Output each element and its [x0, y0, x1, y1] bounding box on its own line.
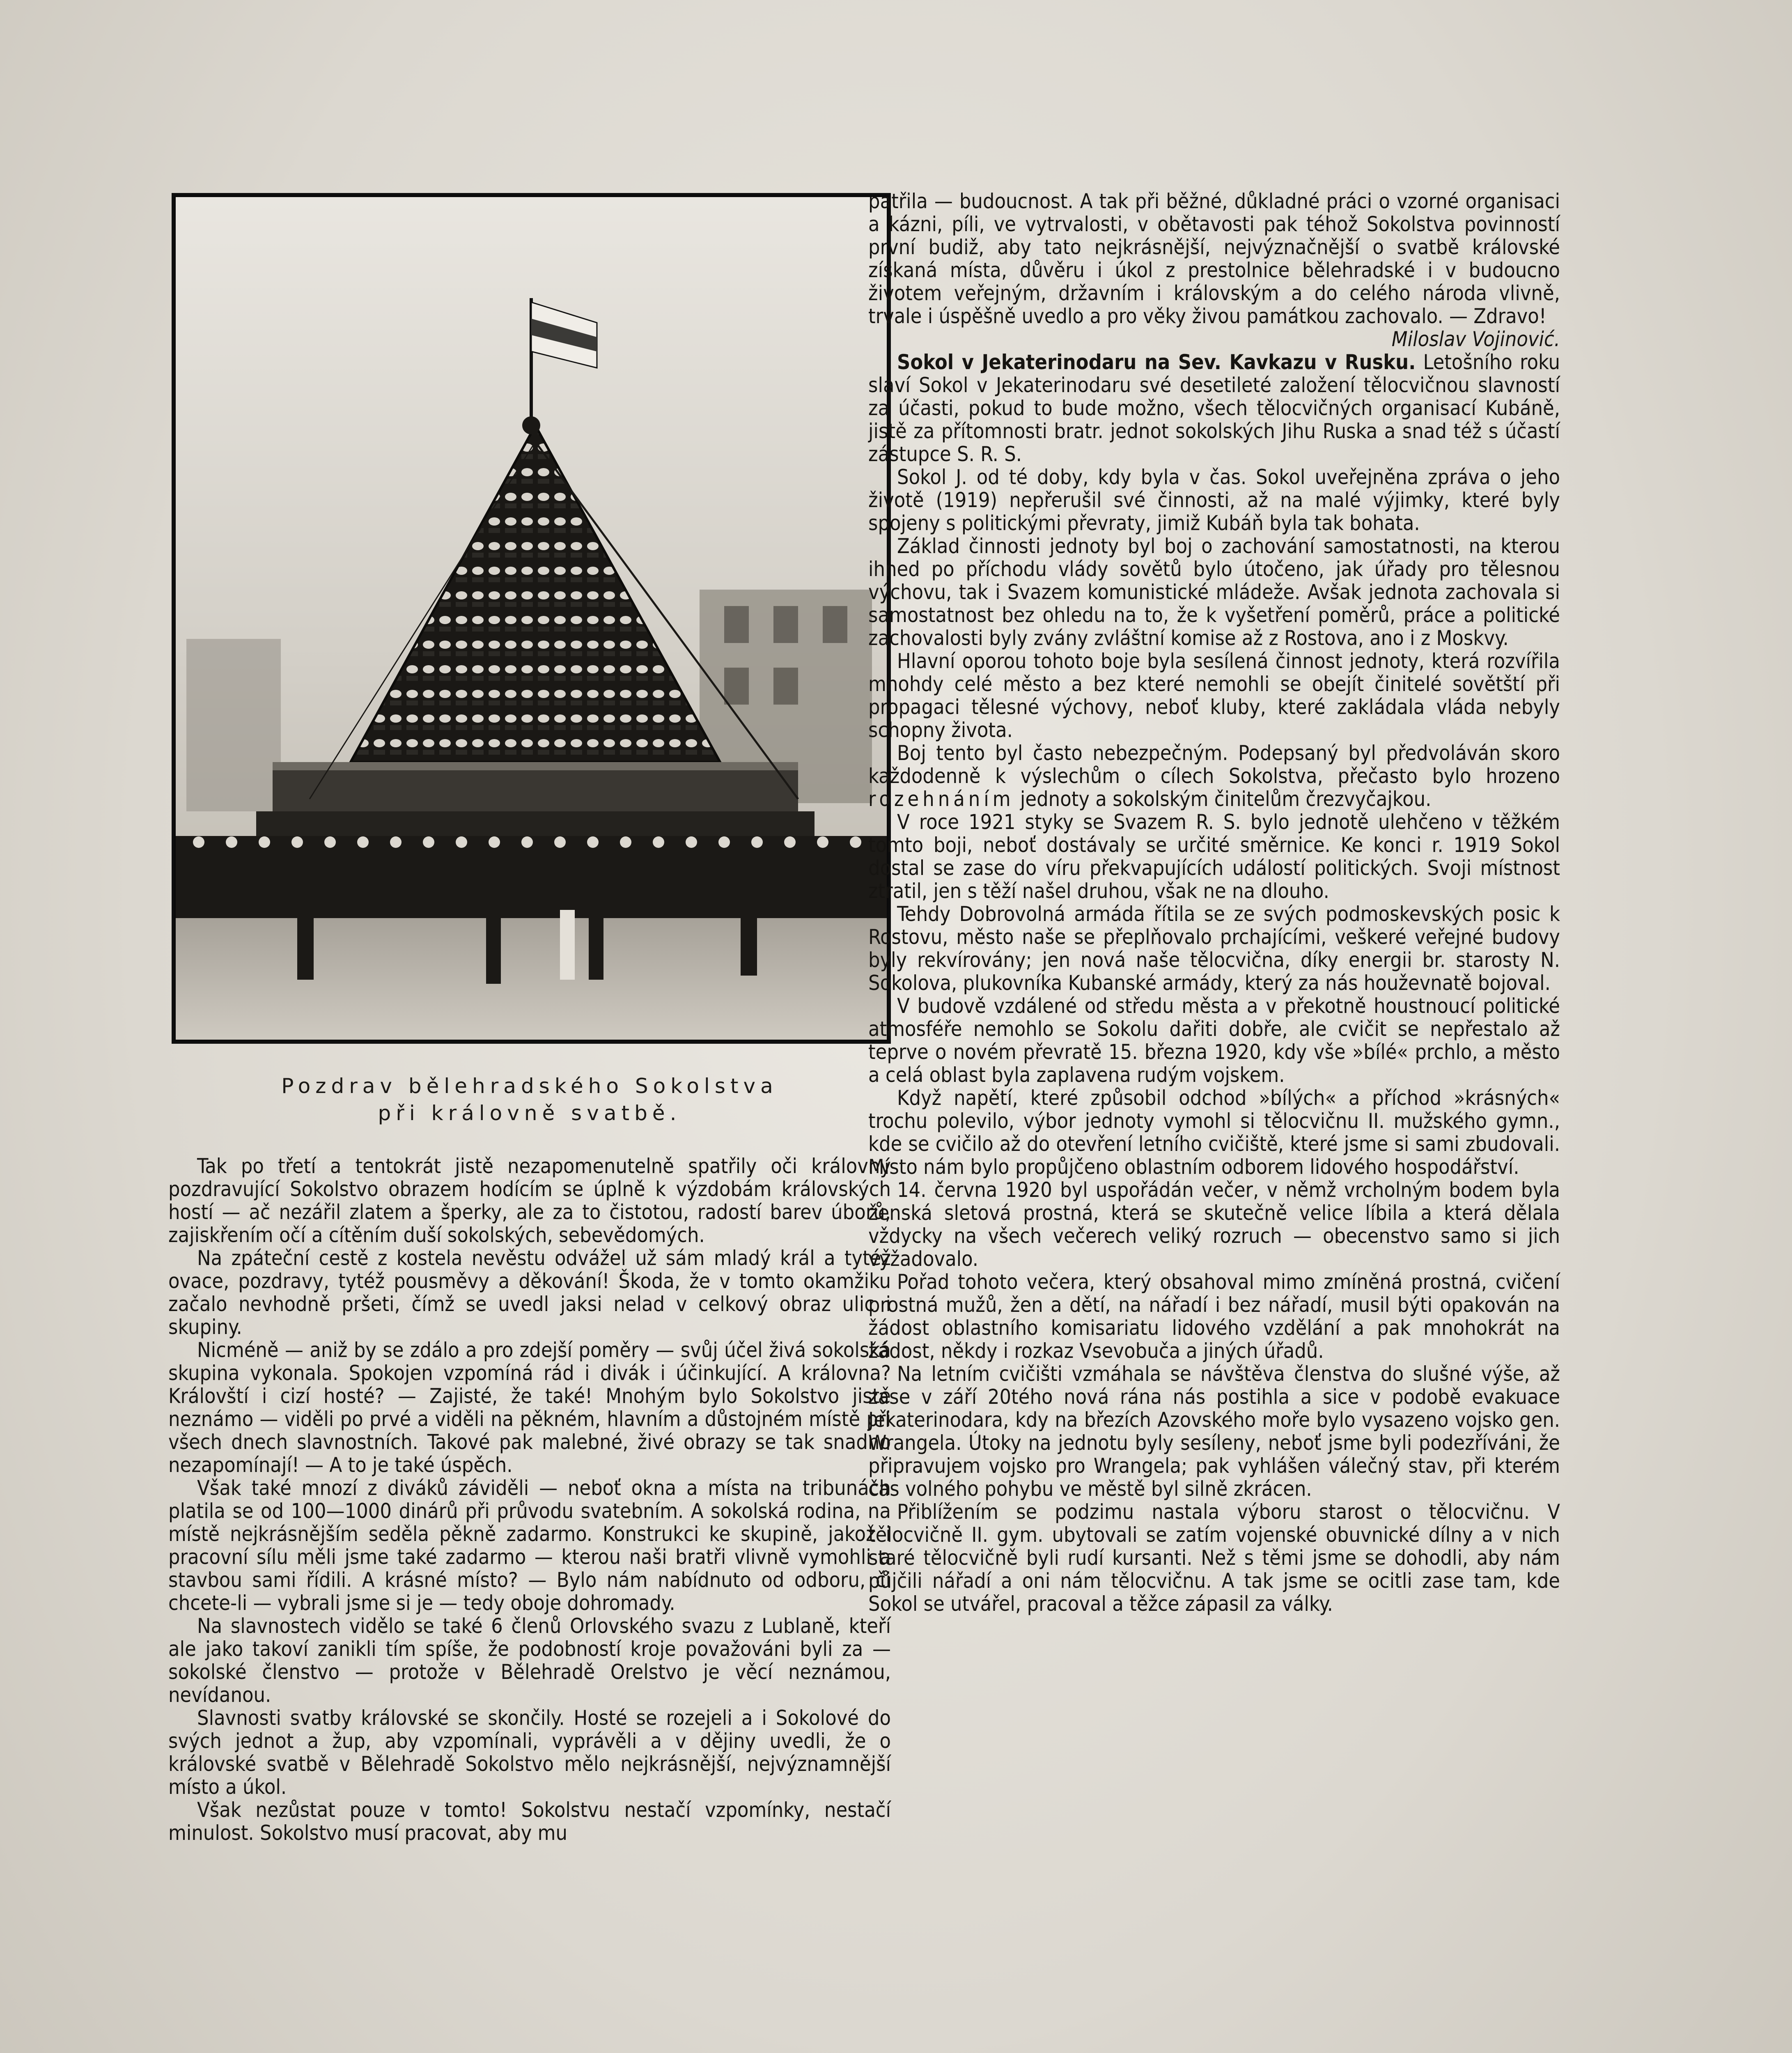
photo-caption — [177, 1072, 883, 1127]
right-paragraph: Na letním cvičišti vzmáhala se návštěva členstva do slušné výše, až zase v září 20tého nová rána nás postihla a sice v podobě evakuace Jekaterinodara, kdy na březích Azovského moře bylo vysazeno vojsko gen. Wrangela. Útoky na jednotu byly sesíleny, neboť jsme byli podezříváni, že připravujem vojsko pro Wrangela; pak vyhlášen válečný stav, při kterém čas volného pohybu ve městě byl silně zkrácen. — [868, 1362, 1560, 1501]
right-paragraph: V budově vzdálené od středu města a v překotně houstnoucí politické atmosféře nemohlo se Sokolu dařiti dobře, ale cvičit se nepřestalo až teprve o novém převratě 15. března 1920, kdy vše »bílé« prchlo, a město a celá oblast byla zaplavena rudým vojskem. — [868, 994, 1560, 1087]
emphasized-word: rozehnáním — [868, 787, 1014, 811]
left-paragraph: Slavnosti svatby královské se skončily. Hosté se rozejeli a i Sokolové do svých jednot a žup, aby vzpomínali, vyprávěli a v dějiny uvedli, že o královské svatbě v Bělehradě Sokolstvo mělo nejkrásnější, nejvýznamnější místo a úkol. — [168, 1706, 891, 1799]
left-paragraph: Však nezůstat pouze v tomto! Sokolstvu nestačí vzpomínky, nestačí minulost. Sokolstvo musí pracovat, aby mu — [168, 1798, 891, 1845]
article-heading: Sokol v Jekaterinodaru na Sev. Kavkazu v Rusku. — [897, 350, 1416, 374]
right-paragraph: Přiblížením se podzimu nastala výboru starost o tělocvičnu. V tělocvičně II. gym. ubytovali se zatím vojenské obuvnické dílny a v nich staré tělocvičně byli rudí kursanti. Než s těmi jsme se dohodli, aby nám půjčili nářadí a oni nám tělocvičnu. A tak jsme se ocitli zase tam, kde Sokol se utvářel, pracoval a těžce zápasil za války. — [868, 1500, 1560, 1616]
right-paragraph: V roce 1921 styky se Svazem R. S. bylo jednotě ulehčeno v těžkém tomto boji, neboť dostávaly se určité směrnice. Ke konci r. 1919 Sokol dostal se zase do víru překvapujících událostí politických. Svoji místnost ztratil, jen s těží našel druhou, však ne na dlouho. — [868, 810, 1560, 903]
article-conclusion: patřila — budoucnost. A tak při běžné, důkladné práci o vzorné organisaci a kázni, píli, ve vytrvalosti, v obětavosti pak téhož Sokolstva povinností první budiž, aby tato nejkrásnější, nejvýznačnější o svatbě královské získaná místa, důvěru i úkol z prestolnice bělehradské i v budoucno životem veřejným, državním i královským a do celého národa vlivně, trvale i úspěšně uvedlo a pro věky živou památkou zachovalo. — Zdravo! — [868, 189, 1560, 328]
caption-line-1: Pozdrav bělehradského Sokolstva — [281, 1074, 778, 1098]
sokol-pyramid-photo — [172, 193, 891, 1044]
text-run: jednoty a sokolským činitelům črezvyčajkou. — [1020, 787, 1432, 811]
right-paragraph: Když napětí, které způsobil odchod »bílých« a příchod »krásných« trochu polevilo, výbor jednoty vymohl si tělocvičnu II. mužského gymn., kde se cvičilo až do otevření letního cvičiště, které jsme si sami zbudovali. Místo nám bylo propůjčeno oblastním odborem lidového hospodářství. — [868, 1086, 1560, 1179]
left-paragraph: Však také mnozí z diváků záviděli — neboť okna a místa na tribunách platila se od 100—1000 dinárů při průvodu svatebním. A sokolská rodina, na místě nejkrásnějším seděla pěkně zadarmo. Konstrukci ke skupině, jakož i pracovní sílu měli jsme také zadarmo — kterou naši bratři vlivně vymohli a stavbou sami řídili. A krásné místo? — Bylo nám nabídnuto od odboru, či chcete-li — vybrali jsme si je — tedy oboje dohromady. — [168, 1476, 891, 1615]
left-paragraph: Na slavnostech vidělo se také 6 členů Orlovského svazu z Lublaně, kteří ale jako takoví zanikli tím spíše, že podobností kroje považováni byli za — sokolské členstvo — protože v Bělehradě Orelstvo je věcí neznámou, nevídanou. — [168, 1614, 891, 1707]
author-signature: Miloslav Vojinović. — [1391, 327, 1560, 351]
caption-line-2: při královně svatbě. — [378, 1101, 681, 1125]
left-text-column — [168, 1155, 891, 1844]
right-paragraph: Tehdy Dobrovolná armáda řítila se ze svých podmoskevských posic k Rostovu, město naše se přeplňovalo prchajícími, veškeré veřejné budovy byly rekvírovány; jen nová naše tělocvična, díky energii br. starosty N. Sokolova, plukovníka Kubanské armády, který za nás houževnatě bojoval. — [868, 902, 1560, 995]
left-paragraph: Na zpáteční cestě z kostela nevěstu odvážel už sám mladý král a tytéž ovace, pozdravy, tytéž pousměvy a děkování! Škoda, že v tomto okamžiku začalo nevhodně pršeti, čímž se uvedl jaksi nelad v celkový obraz ulic i skupiny. — [168, 1246, 891, 1339]
right-paragraph: 14. června 1920 byl uspořádán večer, v němž vrcholným bodem byla ženská sletová prostná, která se skutečně velice líbila a která dělala vždycky na všech večerech veliký rozruch — obecenstvo samo si jich vyžadovalo. — [868, 1178, 1560, 1271]
pyramid-photo-illustration — [174, 195, 888, 1041]
right-paragraph — [868, 351, 1560, 466]
right-paragraph: Hlavní oporou tohoto boje byla sesílená činnost jednoty, která rozvířila mnohdy celé město a bez které nemohli se obejít činitelé sovětští při propagaci tělesné výchovy, neboť kluby, které zakládala vláda nebyly schopny života. — [868, 649, 1560, 742]
text-run: Boj tento byl často nebezpečným. Podepsaný byl předvoláván skoro každodenně k výslechům o cílech Sokolstva, přečasto bylo hrozeno — [868, 741, 1560, 788]
right-paragraph: Sokol J. od té doby, kdy byla v čas. Sokol uveřejněna zpráva o jeho životě (1919) nepřerušil své činnosti, až na malé výjimky, které byly spojeny s politickými převraty, jimiž Kubáň byla tak bohata. — [868, 465, 1560, 535]
right-paragraph — [868, 742, 1560, 811]
left-paragraph: Nicméně — aniž by se zdálo a pro zdejší poměry — svůj účel živá sokolská skupina vykonala. Spokojen vzpomíná rád i divák i účinkující. A královna? Královští i cizí hosté? — Zajisté, že také! Mnohým bylo Sokolstvo jistě neznámo — viděli po prvé a viděli na pěkném, hlavním a důstojném místě při všech dnech slavnostních. Takové pak malebné, živé obrazy se tak snadno nezapomínají! — A to je také úspěch. — [168, 1338, 891, 1477]
right-text-column — [868, 190, 1560, 1615]
left-paragraph: Tak po třetí a tentokrát jistě nezapomenutelně spatřily oči královny pozdravující Sokolstvo obrazem hodícím se úplně k výzdobám královských hostí — ač nezářil zlatem a šperky, ale za to čistotou, radostí barev úborů, zajiskřením očí a cítěním duší sokolských, sebevědomých. — [168, 1154, 891, 1247]
right-paragraph: Základ činnosti jednoty byl boj o zachování samostatnosti, na kterou ihned po příchodu vlády sovětů bylo útočeno, jak úřady pro tělesnou výchovu, tak i Svazem komunistické mládeže. Avšak jednota zachovala si samostatnost bez ohledu na to, že k vyšetření poměrů, práce a politické zachovalosti byly zvány zvláštní komise až z Rostova, ano i z Moskvy. — [868, 534, 1560, 650]
right-paragraph — [868, 190, 1560, 351]
article-intro: Letošního roku slaví Sokol v Jekaterinodaru své desetileté založení tělocvičnou slavností za účasti, pokud to bude možno, všech tělocvičných organisací Kubáně, jistě za přítomnosti bratr. jednot sokolských Jihu Ruska a snad též s účastí zástupce S. R. S. — [868, 350, 1560, 466]
right-paragraph: Pořad tohoto večera, který obsahoval mimo zmíněná prostná, cvičení prostná mužů, žen a dětí, na nářadí i bez nářadí, musil býti opakován na žádost oblastního komisariatu lidového vzdělání a pak mnohokrát na žádost, někdy i rozkaz Vsevobuča a jiných úřadů. — [868, 1270, 1560, 1363]
